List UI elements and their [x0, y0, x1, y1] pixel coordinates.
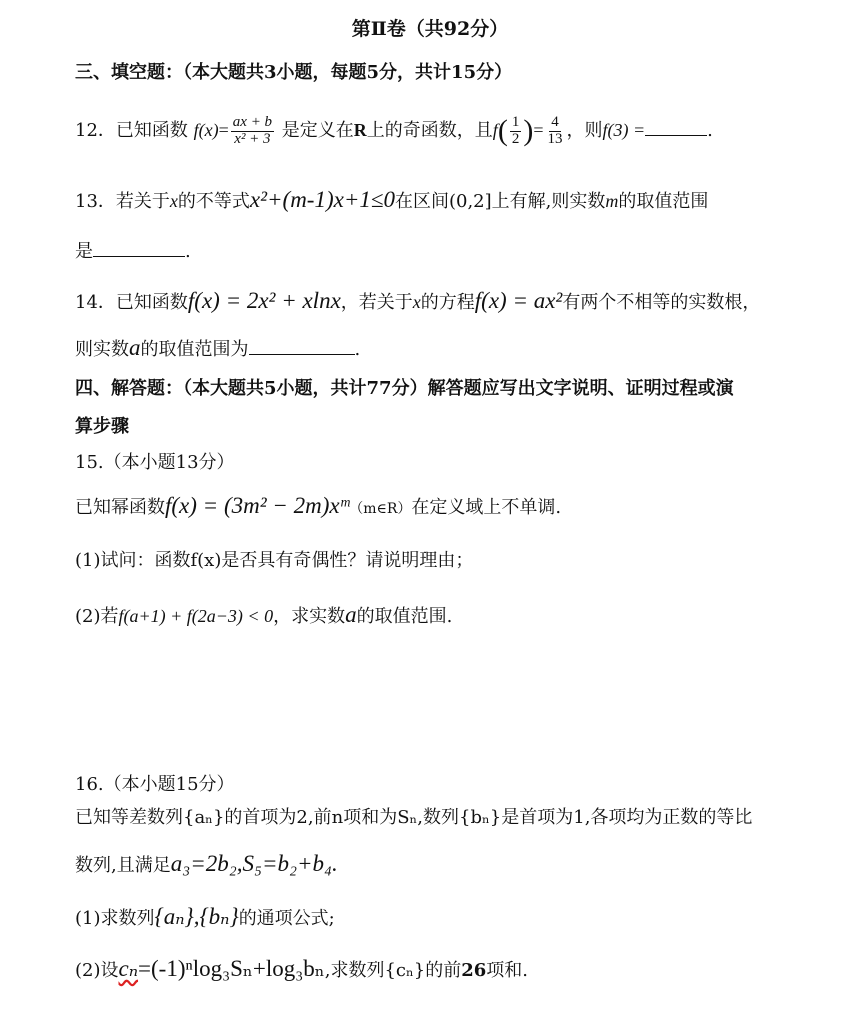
q15-text-2: 在定义域上不单调. — [411, 497, 562, 518]
q12-open-paren: ( — [497, 114, 508, 147]
q16-p2-text-1: (2)设 — [75, 960, 119, 981]
section-4-heading: 四、解答题：（本大题共5小题，共计77分）解答题应写出文字说明、证明过程或演 — [75, 378, 734, 399]
q12-f: f — [492, 120, 498, 140]
q13-number: 13． — [75, 191, 116, 212]
q12-half-num: 1 — [511, 113, 520, 130]
q12-frac-num: ax + b — [232, 113, 273, 130]
q13-text-4: 的取值范围 — [618, 191, 709, 212]
question-16-stem-cont — [75, 850, 338, 878]
q12-real-set: R — [353, 120, 367, 140]
q12-value — [545, 115, 564, 148]
q13-end: . — [185, 241, 191, 262]
q12-f3: f(3) = — [602, 120, 646, 140]
q15-p2-text-1: (2)若 — [75, 606, 119, 627]
q14-number: 14． — [75, 292, 116, 313]
q13-x: x — [169, 191, 178, 211]
q15-expression: f(x) = (3m² − 2m)xᵐ — [165, 493, 350, 518]
q16-p2-text-3: 项和. — [486, 960, 529, 981]
q15-p2-text-2: ，求实数 — [273, 606, 346, 627]
q15-condition: （m∈R） — [349, 501, 412, 517]
q14-equation: f(x) = ax² — [474, 288, 563, 313]
q12-text-3: 上的奇函数，且 — [366, 120, 493, 141]
question-15-part-2 — [75, 601, 452, 629]
q16-p2-count: 26 — [461, 960, 487, 981]
question-15-part-1: (1)试问：函数f(x)是否具有奇偶性？请说明理由； — [75, 550, 474, 571]
q12-lhs: f(x) — [193, 120, 219, 140]
question-12: 12．已知函数 f(x)= $\frac{ax + b}{\text{x² + 3}}$ 是定义在R上的奇函数，且f( $\frac{1}{2}$ )= $\frac{4}{13}$ ，则f(3) = . — [75, 113, 713, 147]
q14-text-5: 则实数 — [75, 339, 129, 360]
q14-answer-blank — [249, 336, 355, 355]
q16-p1-text-2: 的通项公式; — [238, 908, 335, 929]
q12-frac-den: x² + 3 — [234, 130, 271, 147]
q16-p2-c: cₙ — [118, 956, 139, 981]
section-3-heading: 三、填空题：（本大题共3小题，每题5分，共计15分） — [75, 62, 513, 83]
q12-val-num: 4 — [551, 113, 559, 130]
question-16-part-2 — [75, 955, 528, 983]
q12-eq: = — [218, 120, 229, 140]
q14-text-4: 有两个不相等的实数根， — [562, 292, 761, 313]
question-14-cont — [75, 334, 360, 362]
q14-text-3: 的方程 — [420, 292, 475, 313]
q14-text-2: ，若关于 — [340, 292, 413, 313]
q12-val-den: 13 — [547, 130, 563, 147]
q14-function: f(x) = 2x² + xlnx — [187, 288, 341, 313]
section-4-heading-cont: 算步骤 — [75, 416, 129, 437]
question-13 — [75, 186, 708, 214]
question-15-header: 15.（本小题13分） — [75, 452, 235, 473]
q16-text-2: 数列,且满足 — [75, 855, 171, 876]
q13-text-5: 是 — [75, 241, 93, 262]
question-14 — [75, 287, 760, 315]
q16-p1-text-1: (1)求数列 — [75, 908, 155, 929]
q14-text-6: 的取值范围为 — [140, 339, 249, 360]
q12-fraction — [231, 115, 274, 148]
question-15-stem — [75, 492, 561, 520]
q14-x: x — [412, 292, 421, 312]
question-16-header: 16.（本小题15分） — [75, 774, 235, 795]
q14-end: . — [354, 339, 361, 360]
q13-answer-blank — [93, 238, 185, 257]
q15-text-1: 已知幂函数 — [75, 497, 165, 518]
q12-number: 12． — [75, 120, 116, 141]
q13-m: m — [605, 191, 619, 211]
q13-text-1: 若关于 — [115, 191, 170, 212]
q12-text-1: 已知函数 — [115, 120, 188, 141]
q12-half — [510, 115, 522, 148]
q15-p2-text-3: 的取值范围. — [356, 606, 453, 627]
q12-answer-blank — [645, 117, 707, 136]
q12-text-2: 是定义在 — [281, 120, 354, 141]
q12-half-den: 2 — [511, 130, 520, 147]
section-title: 第Ⅱ卷（共92分） — [351, 18, 509, 40]
question-13-cont — [75, 238, 191, 263]
q15-p2-expression: f(a+1) + f(2a−3) < 0 — [118, 606, 274, 626]
q15-p2-a: a — [345, 602, 357, 627]
q14-text-1: 已知函数 — [115, 292, 188, 313]
q13-text-2: 的不等式 — [177, 191, 250, 212]
q12-text-4: ，则 — [566, 120, 603, 141]
q14-a: a — [129, 335, 141, 360]
q12-close-paren: ) — [523, 114, 534, 147]
question-16-stem: 已知等差数列{aₙ}的首项为2,前n项和为Sₙ,数列{bₙ}是首项为1,各项均为正数的等比 — [75, 807, 753, 828]
q13-text-3: 在区间(0,2]上有解,则实数 — [394, 191, 606, 212]
q16-p1-expression: {aₙ},{bₙ} — [154, 904, 239, 929]
q16-p2-text-2: ,求数列{cₙ}的前 — [324, 960, 462, 981]
q16-condition: a₃=2b₂,S₅=b₂+b₄. — [170, 851, 338, 876]
question-16-part-1 — [75, 903, 335, 931]
q12-end: . — [707, 120, 713, 141]
q13-inequality: x²+(m-1)x+1≤0 — [249, 187, 395, 212]
q16-p2-expression: =(-1)ⁿlog₃Sₙ+log₃bₙ — [138, 956, 325, 981]
